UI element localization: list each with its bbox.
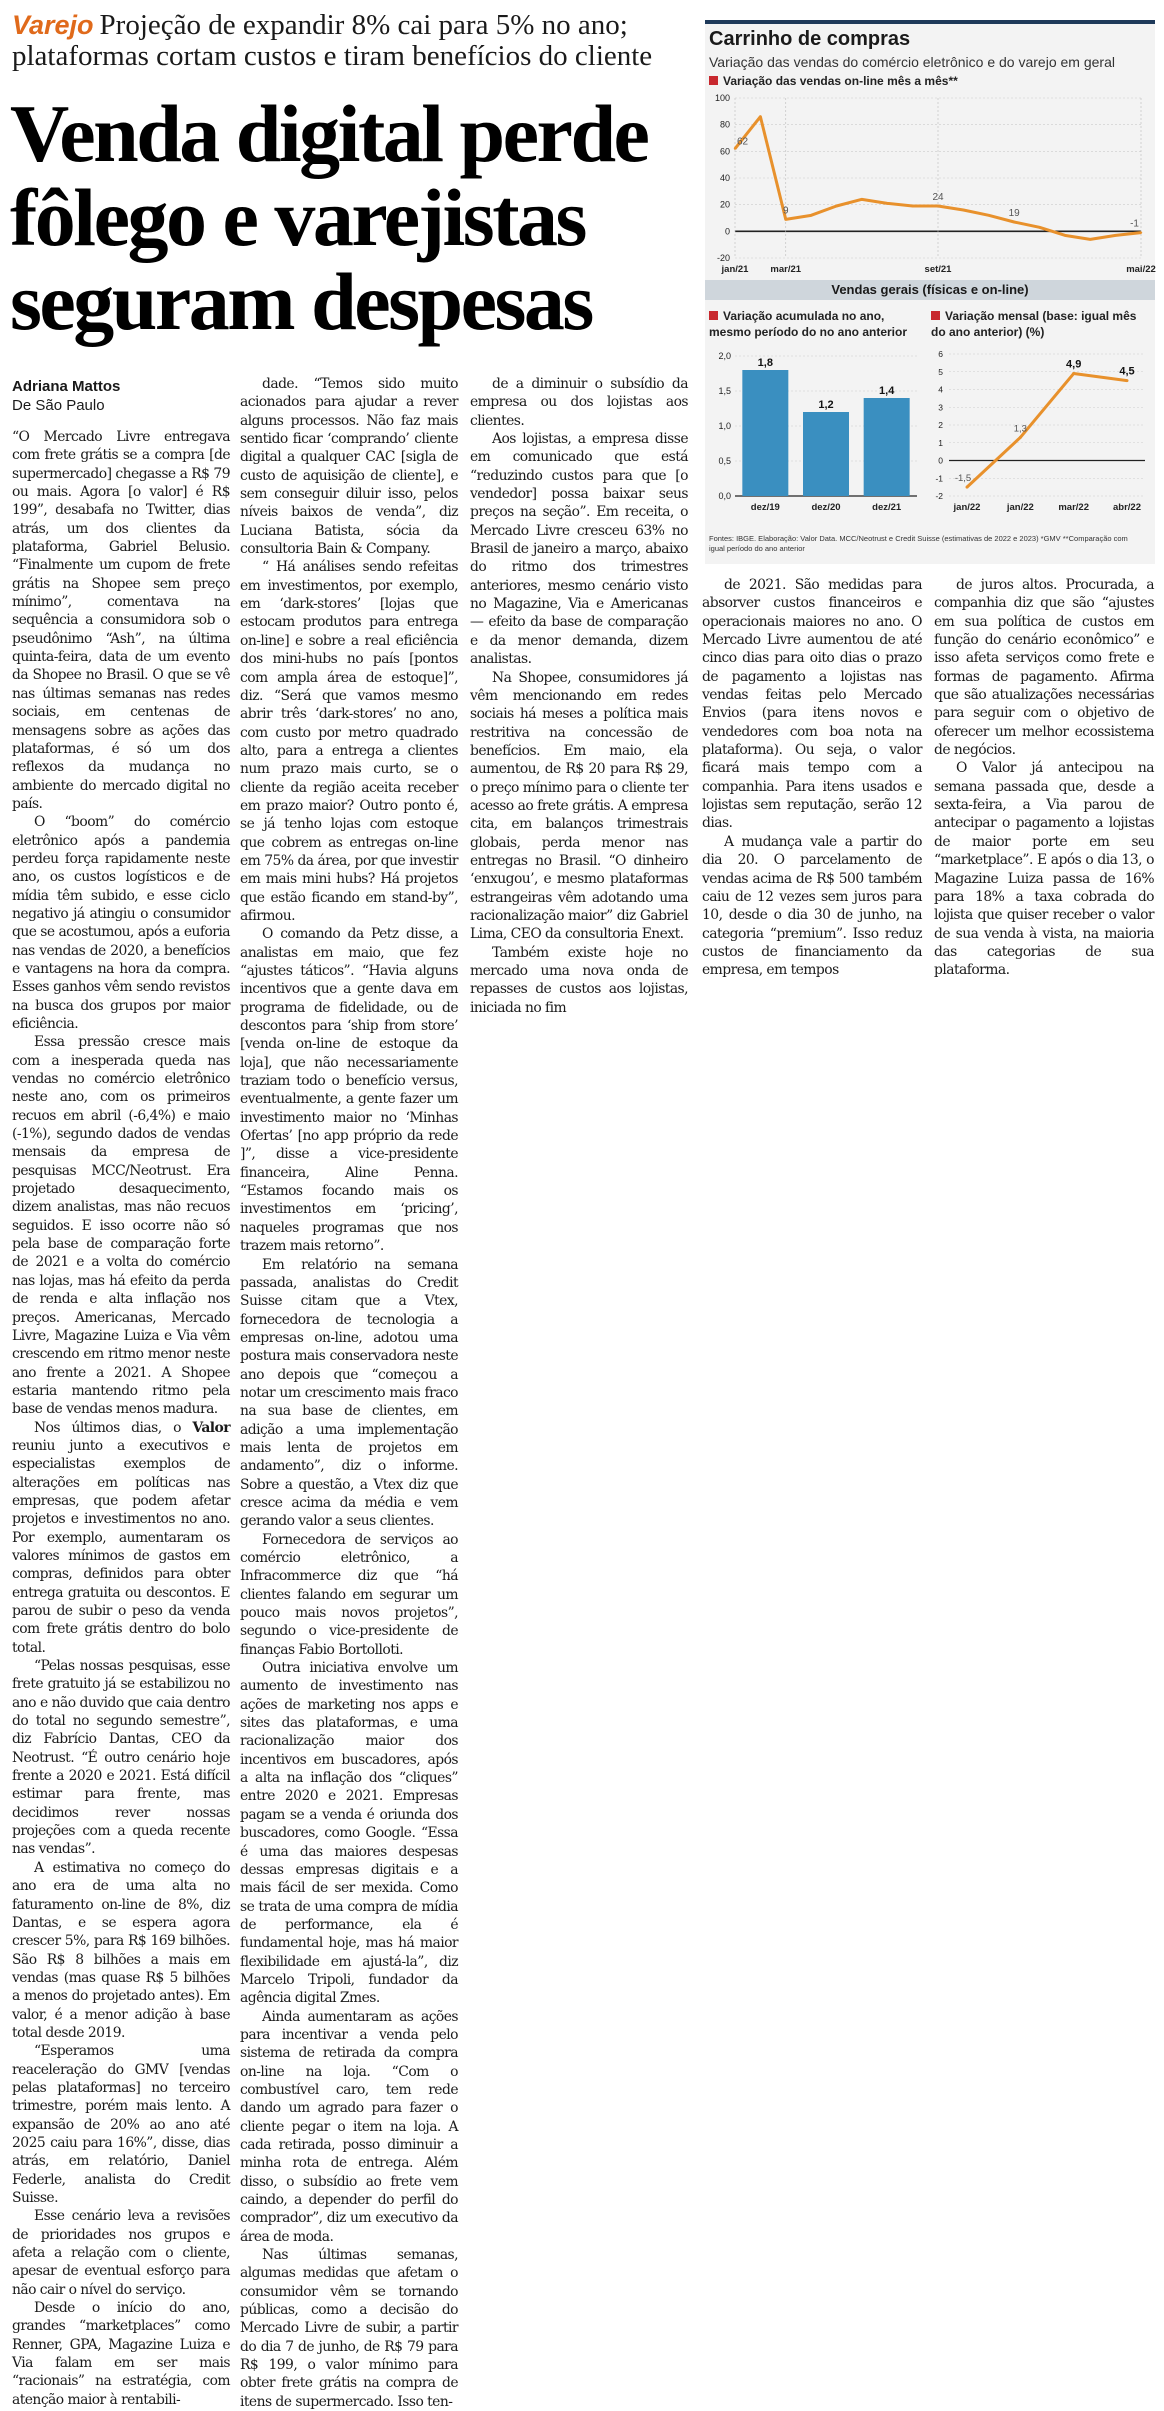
article-paragraph: “Esperamos uma reaceleração do GMV [vendas pelas plataformas] no terceiro trimestre, porém mais lento. A expansão de 20% ao ano até 2025 caiu para 16%”, disse, dias atrás, em relatório, Daniel Federle, analista do Credit Suisse. xyxy=(12,2043,230,2206)
y-tick-label: 80 xyxy=(719,119,730,130)
data-point xyxy=(810,214,812,216)
y-tick-label: 6 xyxy=(938,349,943,359)
y-tick-label: 3 xyxy=(938,402,943,413)
article-paragraph: Também existe hoje no mercado uma nova onda de repasses de custos aos lojistas, iniciada no fim xyxy=(470,944,688,1016)
marker-square-icon xyxy=(709,311,718,320)
data-point xyxy=(966,486,969,489)
data-point xyxy=(759,115,761,117)
y-tick-label: 0 xyxy=(938,455,943,466)
headline: Venda digital perde fôlego e varejistas seguram despesas xyxy=(10,88,648,347)
data-point xyxy=(911,205,913,207)
chart-source-line1: Fontes: IBGE. Elaboração: Valor Data. MCC/Neotrust e Credit Suisse (estimativas de 2022 e 2023) *GMV **Comparação com xyxy=(709,534,1128,543)
article-paragraph: Nas últimas semanas, algumas medidas que afetam o consumidor vêm se tornando públicas, como a decisão do Mercado Livre de subir, a partir do dia 7 de junho, de R$ 79 para R$ 199, o valor mínimo para obter frete grátis na compra de itens de supermercado. Isso ten- xyxy=(240,2247,458,2410)
accumulated-bar-chart xyxy=(705,346,927,532)
y-tick-label: 1,0 xyxy=(718,421,731,431)
article-paragraph: Em relatório na semana passada, analistas do Credit Suisse citam que a Vtex, fornecedora de tecnologia a empresas on-line, adotou uma postura mais conservadora neste ano depois que “começou a notar um crescimento mais fraco na sua base de clientes, em adição a uma implementação mais lenta de projetos em andamento”, diz o informe. Sobre a questão, a Vtex diz que cresce acima da média e vem gerando valor a seus clientes. xyxy=(240,1256,458,1530)
left-chart-label-line1: Variação acumulada no ano, xyxy=(723,309,885,323)
article-paragraph: Esse cenário leva a revisões de prioridades nos grupos e afeta a relação com o cliente, apesar de eventual esforço para não cair o nível do serviço. xyxy=(12,2208,230,2298)
y-tick-label: 0,5 xyxy=(718,456,731,466)
top-chart-label xyxy=(709,74,958,88)
data-point xyxy=(1072,372,1075,375)
y-tick-label: -20 xyxy=(716,253,730,263)
article-paragraph: O “boom” do comércio eletrônico após a pandemia perdeu força rapidamente neste ano, os custos logísticos e de mídia têm subido, e esse ciclo negativo já atingiu o consumidor que se acostumou, após a euforia nas vendas de 2020, a benefícios e vantagens na hora da compra. Esses ganhos vêm sendo revistos na busca dos grupos por maior eficiência. xyxy=(12,814,230,1032)
marker-square-icon xyxy=(931,311,940,320)
x-tick-label: mai/22 xyxy=(1126,264,1156,275)
section-tag: Varejo xyxy=(12,10,94,40)
y-tick-label: 4 xyxy=(938,384,943,395)
data-label: -1,5 xyxy=(954,473,972,485)
online-sales-line-chart xyxy=(709,88,1156,288)
right-chart-label-line2: do ano anterior) (%) xyxy=(931,325,1045,339)
article-paragraph: de a diminuir o subsídio da empresa ou dos lojistas aos clientes. xyxy=(470,376,688,429)
y-tick-label: -2 xyxy=(935,491,943,501)
article-paragraph: Essa pressão cresce mais com a inesperada queda nas vendas no comércio eletrônico neste ano, com os primeiros recuos em abril (-6,4%) e maio (-1%), segundo dados de vendas mensais da empresa de pesquisas MCC/Neotrust. Era projetado desaquecimento, dizem analistas, mas não recuos seguidos. E isso ocorre não só pela base de comparação forte de 2021 e a volta do comércio nas lojas, mas há efeito da perda de renda e alta inflação nos preços. Americanas, Mercado Livre, Magazine Luiza e Via vêm crescendo em ritmo menor neste ano frente a 2021. A Shopee estaria mantendo ritmo pela base de vendas menos madura. xyxy=(12,1034,230,1418)
top-chart-label-text: Variação das vendas on-line mês a mês** xyxy=(723,74,958,88)
data-point xyxy=(1013,221,1015,223)
bar-value-label: 1,8 xyxy=(757,357,773,369)
x-tick-label: dez/19 xyxy=(750,502,780,513)
chart-source xyxy=(709,534,1149,554)
x-tick-label: jan/22 xyxy=(1006,502,1034,513)
data-point xyxy=(835,205,837,207)
y-tick-label: 2,0 xyxy=(718,351,731,361)
left-chart-label-line2: mesmo período do no ano anterior xyxy=(709,325,908,339)
article-paragraph: Fornecedora de serviços ao comércio eletrônico, a Infracommerce diz que “há clientes falando em segurar um pouco mais novos projetos”, segundo o vice-presidente de finanças Fabio Bortolloti. xyxy=(240,1531,458,1658)
article-paragraph: Desde o início do ano, grandes “marketplaces” como Renner, GPA, Magazine Luiza e Via falam em ser mais “racionais” na estratégia, com atenção maior à rentabili- xyxy=(12,2300,230,2408)
article-kicker xyxy=(12,10,702,72)
article-paragraph: Ainda aumentaram as ações para incentivar a venda pelo sistema de retirada da compra on-line na loja. “Com o combustível caro, tem rede dando um agrado para fazer o cliente pegar o item na loja. A cada retirada, posso diminuir a minha rota de entrega. Além disso, o subsídio ao frete vem caindo, a depender do perfil do comprador”, diz um executivo da área de moda. xyxy=(240,2008,458,2245)
y-tick-label: -1 xyxy=(935,473,943,484)
data-point xyxy=(988,214,990,216)
article-paragraph: Aos lojistas, a empresa disse em comunicado que está “reduzindo custos para que [o vendedor] possa baixar seus preços na seção”. Em receita, o Mercado Livre cresceu 63% no Brasil de janeiro a março, abaixo do ritmo dos trimestres anteriores, mesmo cenário visto no Magazine, Via e Americanas — efeito da base de comparação e da menor demanda, dizem analistas. xyxy=(470,431,688,668)
article-paragraph: “Pelas nossas pesquisas, esse frete gratuito já se estabilizou no ano e não duvido que caia dentro do total no segundo semestre”, diz Fabrício Dantas, CEO da Neotrust. “É outro cenário hoje frente a 2020 e 2021. Está difícil estimar para frente, mas decidimos rever nossas projeções com a queda recente nas vendas”. xyxy=(12,1658,230,1858)
article-paragraph: dade. “Temos sido muito acionados para ajudar a rever alguns processos. Não faz mais sentido ficar ‘comprando’ cliente digital a qualquer CAC [sigla de custo de aquisição de cliente], e sem conseguir diluir isso, pelos níveis baixos de venda”, diz Luciana Batista, sócia da consultoria Bain & Company. xyxy=(240,376,458,558)
monthly-line-chart xyxy=(929,346,1153,532)
article-paragraph: O comando da Petz disse, a analistas em maio, que fez “ajustes táticos”. “Havia alguns incentivos que a gente dava em programa de fidelidade, ou de descontos para ‘ship from store’ [venda on-line de estoque da loja], que não necessariamente traziam todo o benefício versus, eventualmente, a gente fazer um investimento maior no ‘Minhas Ofertas’ [no app próprio da rede ]”, disse a vice-presidente financeira, Aline Penna. “Estamos focando mais os investimentos em ‘pricing’, naqueles programas que nos trazem mais retorno”. xyxy=(240,926,458,1255)
data-label: 62 xyxy=(737,136,749,148)
data-label: 24 xyxy=(932,192,944,203)
chart-subtitle: Variação das vendas do comércio eletrônico e do varejo em geral xyxy=(709,54,1115,70)
y-tick-label: 2 xyxy=(938,420,943,430)
article-column-1 xyxy=(12,428,230,2409)
data-point xyxy=(886,202,888,204)
article-paragraph: Na Shopee, consumidores já vêm mencionando em redes sociais há meses a política mais restritiva na concessão de benefícios. Em maio, ela aumentou, de R$ 20 para R$ 29, o preço mínimo para o cliente ter acesso ao frete grátis. A empresa cita, em balanços trimestrais globais, perda menor nas entregas no Brasil. “O dinheiro ‘enxugou’, e mesmo plataformas estrangeiras vêm adotando uma racionalização maior” diz Gabriel Lima, CEO da consultoria Enext. xyxy=(470,669,688,943)
data-label: 9 xyxy=(782,205,789,217)
article-paragraph: Nos últimos dias, o Valor reuniu junto a executivos e especialistas exemplos de alterações em políticas nas empresas, que podem afetar projetos e investimentos no ano. Por exemplo, aumentaram os valores mínimos de gastos em compras, definidos para obter entrega gratuita ou descontos. E parou de subir o peso da venda com frete grátis dentro do bolo total. xyxy=(12,1419,230,1656)
article-column-2 xyxy=(240,375,458,2411)
y-tick-label: 0 xyxy=(724,226,730,237)
x-tick-label: mar/21 xyxy=(770,264,802,275)
y-tick-label: 1 xyxy=(938,437,943,448)
data-point xyxy=(1089,238,1091,240)
author-origin: De São Paulo xyxy=(12,397,105,414)
data-point xyxy=(1019,436,1022,439)
x-tick-label: set/21 xyxy=(924,264,952,275)
bar xyxy=(864,398,910,496)
chart-title: Carrinho de compras xyxy=(709,28,911,50)
marker-square-icon xyxy=(709,76,718,85)
article-paragraph: de juros altos. Procurada, a companhia diz que são “ajustes em sua política de custos em função do cenário econômico” e isso afeta serviços como frete e formas de pagamento. Afirma que são atualizações necessárias para seguir com o objetivo de oferecer um melhor ecossistema de negócios. xyxy=(934,577,1154,759)
article-paragraph: A estimativa no começo do ano era de uma alta no faturamento on-line de 8%, diz Dantas, e se espera agora crescer 5%, para R$ 169 bilhões. São R$ 8 bilhões a mais em vendas (mas quase R$ 5 bilhões a menos do projetado antes). Em valor, é a menor adição à base total desde 2019. xyxy=(12,1859,230,2041)
bar xyxy=(742,370,788,496)
data-point xyxy=(861,198,863,200)
bar xyxy=(803,412,849,496)
article-paragraph: “ Há análises sendo refeitas em investimentos, por exemplo, em ‘dark-stores’ [lojas que estocam produtos para entrega on-line] e sobre a real eficiência dos mini-hubs no país [pontos com ampla área de estoque]”, diz. “Será que vamos mesmo abrir três ‘dark-stores’ no ano, com custo por metro quadrado alto, para a entrega a clientes num prazo mais curto, se o cliente da região aceita receber em prazo maior? Outro ponto é, se já tenho lojas com estoque que cobrem as entregas on-line em 75% da área, por que investir em mais mini hubs? Há projetos que estão ficando em stand-by”, afirmou. xyxy=(240,559,458,924)
x-tick-label: dez/20 xyxy=(811,502,841,513)
x-tick-label: dez/21 xyxy=(872,502,902,513)
data-label: 4,9 xyxy=(1066,358,1082,371)
y-tick-label: 60 xyxy=(719,146,730,157)
x-tick-label: abr/22 xyxy=(1113,502,1141,513)
y-tick-label: 100 xyxy=(714,93,730,103)
chart-box xyxy=(705,20,1155,564)
general-sales-band: Vendas gerais (físicas e on-line) xyxy=(705,280,1155,300)
series-line xyxy=(967,374,1127,488)
right-chart-label xyxy=(931,308,1136,340)
data-point xyxy=(937,205,939,207)
article-column-5 xyxy=(934,576,1154,980)
data-point xyxy=(1038,226,1040,228)
data-point xyxy=(1126,379,1129,382)
chart-source-line2: igual período do ano anterior xyxy=(709,544,805,553)
article-paragraph: de 2021. São medidas para absorver custos financeiros e operacionais maiores no ano. O Mercado Livre aumentou de até cinco dias para oito dias o prazo de pagamento a lojistas nas vendas feitas pelo Mercado Envios (para itens novos e vendedores com boa nota na plataforma). Ou seja, o valor ficará mais tempo com a companhia. Para itens usados e lojistas sem reputação, serão 12 dias. xyxy=(702,577,922,832)
data-point xyxy=(962,209,964,211)
article-paragraph: O Valor já antecipou na semana passada que, desde a sexta-feira, a Via parou de antecipar o pagamento a lojistas de maior porte em seu “marketplace”. E após o dia 13, o Magazine Luiza passa de 16% para 18% a taxa cobrada do lojista que quiser receber o valor de sua venda à vista, na maioria das categorias de sua plataforma. xyxy=(934,760,1154,979)
y-tick-label: 20 xyxy=(719,199,730,210)
article-column-4 xyxy=(702,576,922,980)
article-column-3 xyxy=(470,375,688,1017)
bar-value-label: 1,4 xyxy=(879,385,895,397)
data-label: 19 xyxy=(1008,208,1020,219)
x-tick-label: jan/22 xyxy=(953,502,981,513)
data-point xyxy=(1140,231,1142,233)
right-chart-label-line1: Variação mensal (base: igual mês xyxy=(945,309,1137,323)
x-tick-label: jan/21 xyxy=(721,264,749,275)
y-tick-label: 1,5 xyxy=(718,386,731,396)
article-paragraph: A mudança vale a partir do dia 20. O parcelamento de vendas acima de R$ 500 também caiu de 12 vezes sem juros para 10, desde o dia 30 de junho, na categoria “premium”. Isso reduz custos de financiamento da empresa, em tempos xyxy=(702,833,922,979)
data-label: 4,5 xyxy=(1119,365,1135,378)
data-point xyxy=(1114,234,1116,236)
x-tick-label: mar/22 xyxy=(1058,502,1089,513)
byline xyxy=(12,377,120,415)
left-chart-label xyxy=(709,308,907,340)
data-point xyxy=(734,147,736,149)
article-paragraph: “O Mercado Livre entregava com frete grátis se a compra [de supermercado] chegasse a R$ 79 ou mais. Agora [o valor] é R$ 199”, desabafa no Twitter, dias atrás, um dos clientes da plataforma, Gabriel Belusio. “Finalmente um cupom de frete grátis na Shopee sem preço mínimo”, comentava na sequência a consumidora sob o pseudônimo “Ash”, na última quinta-feira, data de um evento da Shopee no Brasil. O que se vê nas últimas semanas nas redes sociais, em centenas de mensagens sobre as ações das plataformas, é só um dos reflexos da mudança no ambiente do mercado digital no país. xyxy=(12,429,230,812)
article-paragraph: Outra iniciativa envolve um aumento de investimento nas ações de marketing nos apps e sites das plataformas, e uma racionalização maior dos incentivos em buscadores, após a alta na inflação dos “cliques” entre 2020 e 2021. Empresas pagam se a venda é oriunda dos buscadores, como Google. “Essa é uma das maiores despesas dessas empresas digitais e a mais fácil de ser mexida. Como se trata de uma compra de mídia de performance, ela é fundamental hoje, mas há maior flexibilidade em ajustá-la”, diz Marcelo Tripoli, fundador da agência digital Zmes. xyxy=(240,1660,458,2007)
data-label: -1 xyxy=(1130,218,1139,230)
y-tick-label: 0,0 xyxy=(718,491,731,501)
data-point xyxy=(785,218,787,220)
data-point xyxy=(1064,234,1066,236)
author-name: Adriana Mattos xyxy=(12,378,121,395)
bar-value-label: 1,2 xyxy=(818,399,834,411)
y-tick-label: 5 xyxy=(938,366,943,377)
kicker-text: Projeção de expandir 8% cai para 5% no ano; plataformas cortam custos e tiram benefícios do cliente xyxy=(12,9,653,72)
data-label: 1,3 xyxy=(1013,423,1027,435)
y-tick-label: 40 xyxy=(719,173,730,183)
